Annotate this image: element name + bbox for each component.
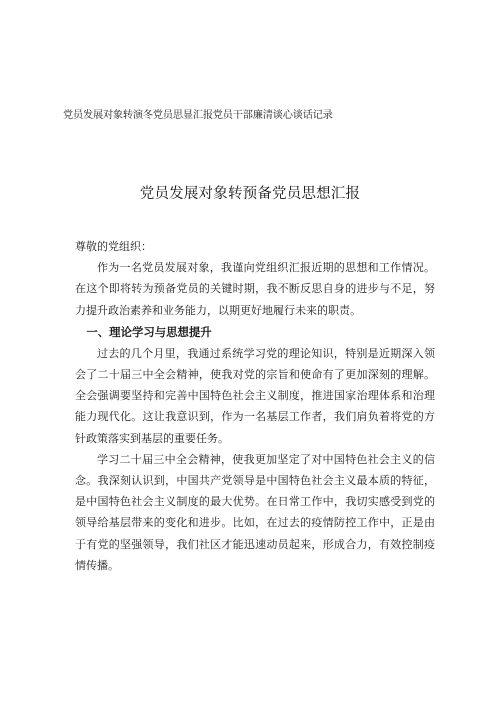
document-title: 党员发展对象转预备党员思想汇报 bbox=[139, 186, 361, 202]
section-heading-theory: 一、理论学习与思想提升 bbox=[86, 324, 212, 339]
document-body bbox=[75, 236, 435, 576]
paragraph-intro: 作为一名党员发展对象，我谨向党组织汇报近期的思想和工作情况。在这个即将转为预备党员的关键时期，我不断反思自身的进步与不足，努力提升政治素养和业务能力，以期更好地履行未来的职责。 bbox=[75, 261, 435, 317]
paragraph-theory-1: 过去的几个月里，我通过系统学习党的理论知识，特别是近期深入领会了二十届三中全会精神，使我对党的宗旨和使命有了更加深刻的理解。全会强调要坚持和完善中国特色社会主义制度，推进国家治理体系和治理能力现代化。这让我意识到，作为一名基层工作者，我们肩负着将党的方针政策落实到基层的重要任务。 bbox=[75, 346, 435, 445]
salutation: 尊敬的党组织： bbox=[75, 240, 152, 253]
paragraph-theory-2: 学习二十届三中全会精神，使我更加坚定了对中国特色社会主义的信念。我深刻认识到，中国共产党领导是中国特色社会主义最本质的特征，是中国特色社会主义制度的最大优势。在日常工作中，我切实感受到党的领导给基层带来的变化和进步。比如，在过去的疫情防控工作中，正是由于有党的坚强领导，我们社区才能迅速动员起来，形成合力，有效控制疫情传播。 bbox=[75, 452, 435, 572]
document-header: 党员发展对象转演冬党员思显汇报党员干部廉清谈心谈话记录 bbox=[63, 110, 333, 121]
